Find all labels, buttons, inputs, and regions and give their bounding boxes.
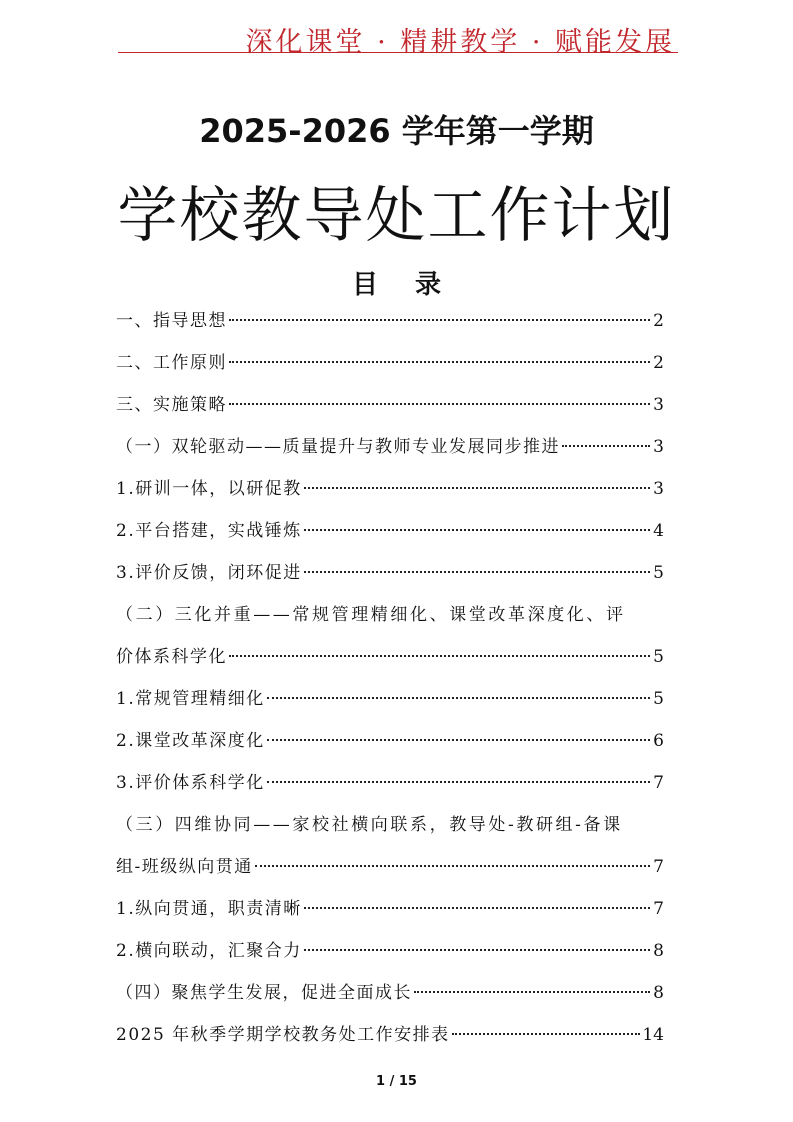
toc-entry-text: 组-班级纵向贯通: [116, 857, 253, 877]
toc-entry[interactable]: [116, 933, 664, 975]
toc-entry-page: 7: [653, 773, 664, 793]
toc-entry-page: 3: [653, 395, 664, 415]
toc-entry[interactable]: [116, 345, 664, 387]
toc-leader-dots: [229, 361, 650, 363]
toc-entry-text: 2.课堂改革深度化: [116, 731, 265, 751]
table-of-contents: [116, 303, 664, 1059]
toc-leader-dots: [229, 403, 650, 405]
toc-entry-page: 5: [653, 563, 664, 583]
document-title: 学校教导处工作计划: [117, 181, 676, 251]
toc-leader-dots: [304, 487, 650, 489]
term-title: 2025-2026 学年第一学期: [199, 112, 594, 150]
toc-entry-page: 3: [653, 437, 664, 457]
toc-entry[interactable]: [116, 765, 664, 807]
toc-entry-page: 7: [653, 899, 664, 919]
toc-entry-text: 一、指导思想: [116, 311, 227, 331]
toc-entry-text: （四）聚焦学生发展，促进全面成长: [116, 983, 412, 1003]
toc-entry-page: 14: [642, 1025, 664, 1045]
toc-entry-page: 5: [653, 689, 664, 709]
toc-entry-page: 4: [653, 521, 664, 541]
toc-entry-page: 7: [653, 857, 664, 877]
toc-leader-dots: [414, 991, 650, 993]
toc-entry-text: 1.纵向贯通，职责清晰: [116, 899, 302, 919]
toc-entry[interactable]: [116, 849, 664, 891]
toc-leader-dots: [229, 655, 650, 657]
toc-entry[interactable]: [116, 681, 664, 723]
toc-entry-page: 6: [653, 731, 664, 751]
toc-leader-dots: [229, 319, 650, 321]
toc-leader-dots: [304, 529, 650, 531]
toc-entry[interactable]: [116, 723, 664, 765]
toc-leader-dots: [267, 697, 650, 699]
toc-entry-page: 5: [653, 647, 664, 667]
toc-entry-text: （一）双轮驱动——质量提升与教师专业发展同步推进: [116, 437, 560, 457]
toc-entry-text: 二、工作原则: [116, 353, 227, 373]
toc-entry-line1[interactable]: [116, 807, 664, 849]
toc-entry-text: 三、实施策略: [116, 395, 227, 415]
toc-entry-text: 1.研训一体，以研促教: [116, 479, 302, 499]
toc-entry-page: 2: [653, 353, 664, 373]
toc-leader-dots: [304, 571, 650, 573]
toc-entry-text: 3.评价体系科学化: [116, 773, 265, 793]
toc-entry[interactable]: [116, 471, 664, 513]
toc-leader-dots: [267, 781, 650, 783]
toc-entry[interactable]: [116, 975, 664, 1017]
toc-heading: 目 录: [351, 270, 456, 300]
page-indicator: 1 / 15: [376, 1074, 417, 1089]
toc-entry-page: 8: [653, 941, 664, 961]
toc-entry[interactable]: [116, 555, 664, 597]
toc-entry[interactable]: [116, 639, 664, 681]
toc-entry[interactable]: [116, 513, 664, 555]
toc-entry-text: （二）三化并重——常规管理精细化、课堂改革深度化、评: [116, 605, 626, 625]
toc-entry-line1[interactable]: [116, 597, 664, 639]
toc-entry-page: 2: [653, 311, 664, 331]
header-divider: [118, 52, 678, 53]
toc-entry-text: 3.评价反馈，闭环促进: [116, 563, 302, 583]
header-slogan: 深化课堂 · 精耕教学 · 赋能发展: [245, 27, 675, 58]
toc-entry-text: 2.横向联动，汇聚合力: [116, 941, 302, 961]
toc-leader-dots: [304, 907, 650, 909]
toc-entry-text: 2025 年秋季学期学校教务处工作安排表: [116, 1025, 450, 1045]
toc-entry[interactable]: [116, 387, 664, 429]
toc-leader-dots: [255, 865, 650, 867]
toc-leader-dots: [562, 445, 650, 447]
toc-entry[interactable]: [116, 1017, 664, 1059]
toc-entry-text: 2.平台搭建，实战锤炼: [116, 521, 302, 541]
toc-leader-dots: [452, 1033, 641, 1035]
toc-entry-text: 1.常规管理精细化: [116, 689, 265, 709]
toc-entry-page: 8: [653, 983, 664, 1003]
toc-entry[interactable]: [116, 303, 664, 345]
toc-entry-text: （三）四维协同——家校社横向联系，教导处-教研组-备课: [116, 815, 623, 835]
toc-entry-text: 价体系科学化: [116, 647, 227, 667]
toc-leader-dots: [267, 739, 650, 741]
toc-leader-dots: [304, 949, 650, 951]
toc-entry[interactable]: [116, 891, 664, 933]
toc-entry-page: 3: [653, 479, 664, 499]
toc-entry[interactable]: [116, 429, 664, 471]
